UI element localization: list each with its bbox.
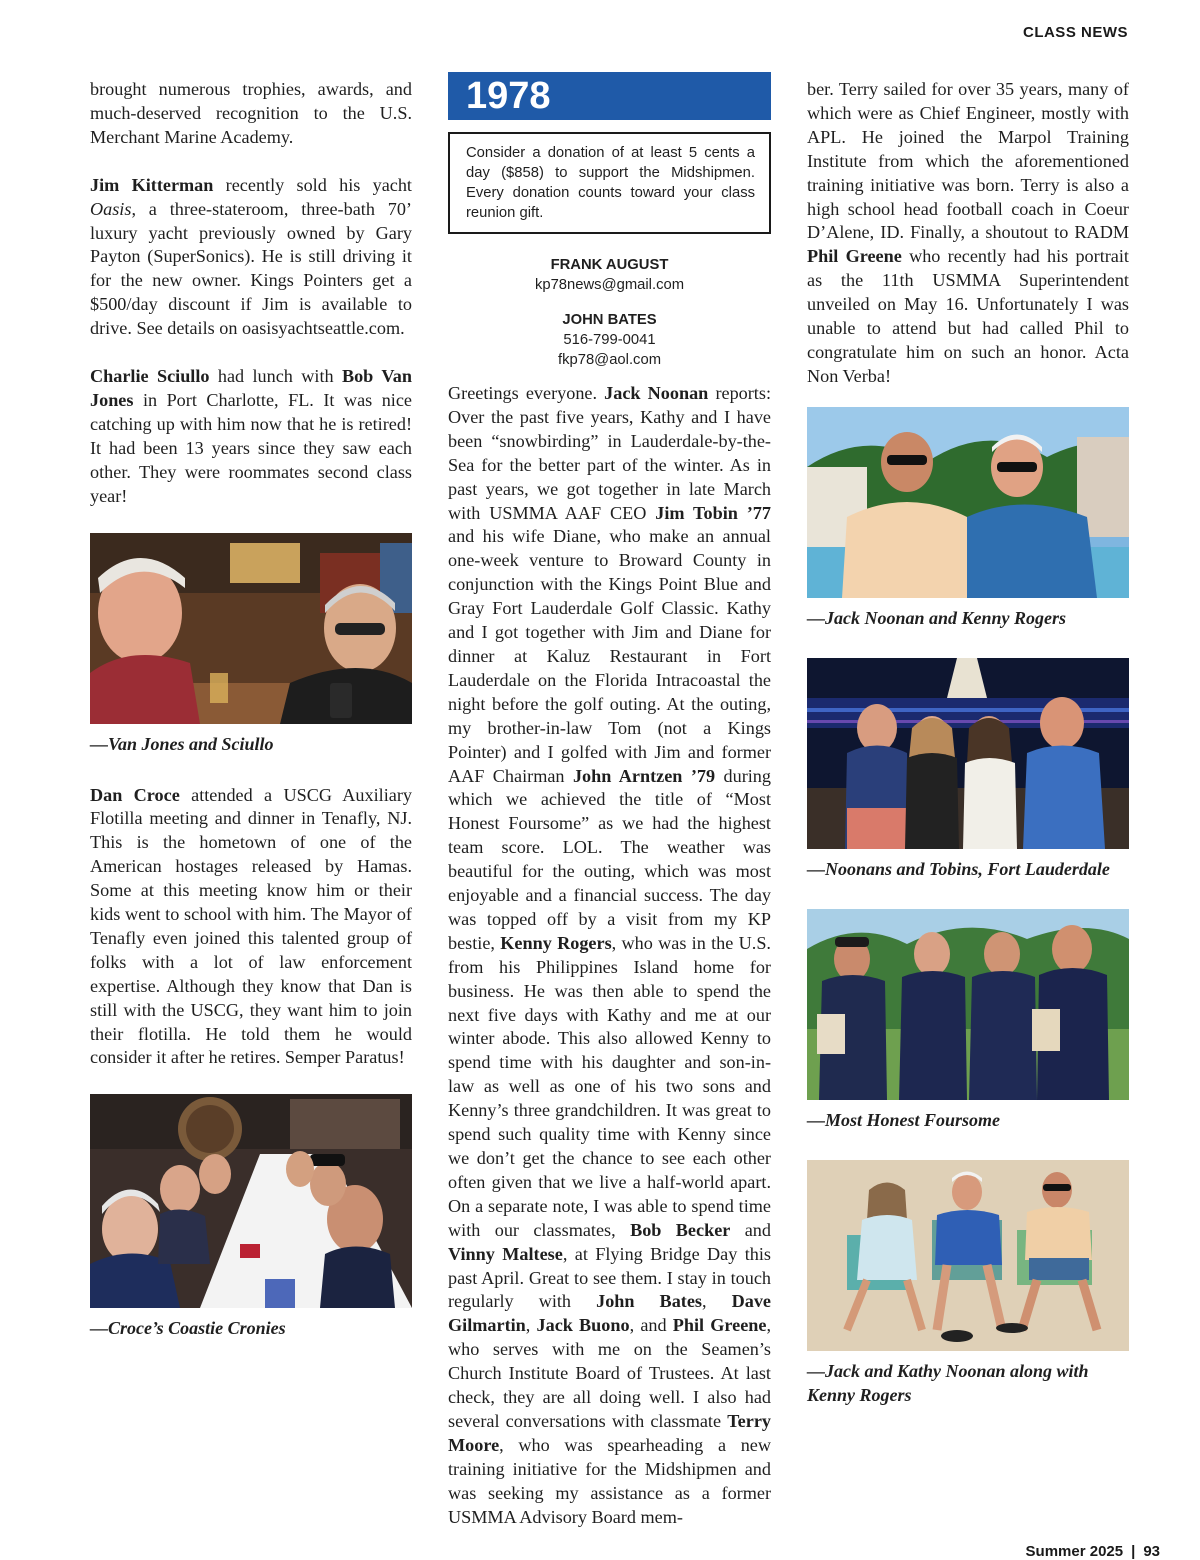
- text: and: [730, 1219, 771, 1240]
- text: in Port Charlotte, FL. It was nice catching up with him now that he is retired! It had been 13 years since they saw each other. They were roommates second class year!: [90, 389, 412, 506]
- contact-email[interactable]: fkp78@aol.com: [557, 352, 662, 368]
- caption-coastie-cronies: —Croce’s Coastie Cronies: [90, 1318, 286, 1339]
- paragraph-kitterman: [90, 174, 412, 341]
- text: , and: [629, 1315, 673, 1336]
- name-charlie-sciullo: Charlie Sciullo: [90, 366, 210, 387]
- photo-noonans-tobins: [807, 658, 1129, 849]
- text: Greetings everyone.: [448, 383, 605, 403]
- text: recently sold his yacht: [213, 174, 412, 195]
- text: , a three-stateroom, three-bath 70’ luxury yacht previously owned by Gary Payton (SuperSonics). He is still driving it for the new owner. Kings Pointers get a $500/day discount if Jim is available to drive. See details on oasisyachtseattle.com.: [90, 198, 412, 339]
- page-footer: [1026, 1543, 1160, 1560]
- page-number: 93: [1143, 1543, 1160, 1560]
- photo-most-honest-foursome: [807, 909, 1129, 1100]
- name-bold: Jim Tobin ’77: [655, 502, 771, 523]
- column-left: [90, 78, 412, 1368]
- name-bold: Vinny Maltese: [448, 1243, 563, 1264]
- paragraph-sciullo: [90, 365, 412, 508]
- photo-beach-noonans-rogers: [807, 1160, 1129, 1351]
- text: , at Flying Bridge Day this past April. Great to see them. I stay in touch regularly with: [448, 1243, 771, 1312]
- text: reports: Over the past five years, Kathy and I have been “snowbirding” in Lauderdale-by-the-Sea for the better part of the winter. As in past years, we got together in late March with USMMA AAF CEO: [448, 383, 771, 523]
- text: ,: [702, 1291, 732, 1312]
- text: ber. Terry sailed for over 35 years, many of which were as Chief Engineer, mostly with APL. He joined the Marpol Training Institute from which the aforementioned training initiative was born. Terry is also a high school head football coach in Coeur D’Alene, ID. Finally, a shoutout to RADM: [807, 79, 1129, 243]
- text: attended a USCG Auxiliary Flotilla meeting and dinner in Tenafly, NJ. This is the hometown of one of the American hostages released by Hamas. Some at this meeting know him or their kids went to school with him. The Mayor of Tenafly even joined this talented group of folks with a lot of law enforcement expertise. Although they know that Dan is still with the USCG, they want him to join their flotilla. He told them he would consider it after he retires. Semper Paratus!: [90, 784, 412, 1068]
- photo-noonan-rogers: [807, 407, 1129, 598]
- contact-frank-august: [448, 255, 771, 295]
- photo-coastie-cronies: [90, 1094, 412, 1308]
- name-bold: Jack Noonan: [604, 383, 709, 403]
- contact-name: FRANK AUGUST: [550, 257, 669, 273]
- name-dan-croce: Dan Croce: [90, 784, 180, 805]
- name-bold: John Bates: [596, 1291, 702, 1312]
- section-header: CLASS NEWS: [1022, 24, 1128, 41]
- contact-john-bates: [448, 310, 771, 370]
- column-right: [807, 78, 1129, 1435]
- yacht-name: Oasis: [90, 198, 132, 219]
- name-phil-greene: Phil Greene: [807, 246, 902, 267]
- name-bold: Jack Buono: [536, 1315, 630, 1336]
- text: during which we achieved the title of “Most Honest Foursome” as we had the highest team score. LOL. The weather was beautiful for the outing, which was most enjoyable and a financial success. The day was topped off by a visit from my KP bestie,: [448, 765, 771, 953]
- class-contacts: [448, 255, 771, 370]
- caption-noonans-tobins: —Noonans and Tobins, Fort Lauderdale: [807, 858, 1110, 879]
- paragraph-terry-moore: [807, 78, 1129, 389]
- contact-email[interactable]: kp78news@gmail.com: [534, 277, 685, 293]
- name-bold: Dave Gilmartin: [448, 1291, 772, 1336]
- contact-name: JOHN BATES: [562, 312, 657, 328]
- text: and his wife Diane, who make an annual one-week venture to Broward County in conjunction with the Kings Point Blue and Gray Fort Lauderdale Golf Classic. Kathy and I got together with Jim and Diane for dinner at Kaluz Restaurant in Fort Lauderdale on the Florida Intracoastal the night before the golf outing. At the outing, my brother-in-law Tom (not a Kings Pointer) and I golfed with Jim and former AAF Chairman: [448, 526, 771, 786]
- text: , who was in the U.S. from his Philippines Island home for business. He was then able to spend the next five days with Kathy and me at our winter abode. This also allowed Kenny to spend time with his daughter and son-in-law as well as one of his two sons and Kenny’s three grandchildren. It was great to spend such quality time with Kenny since we don’t get the chance to see each other often given that we live a half-world apart. On a separate note, I was able to spend time with our classmates,: [448, 932, 771, 1240]
- name-bold: John Arntzen ’79: [572, 765, 716, 786]
- photo-van-jones-sciullo: [90, 533, 412, 724]
- text: , who was spearheading a new training initiative for the Midshipmen and was seeking my assistance as a former USMMA Advisory Board mem-: [448, 1434, 771, 1527]
- name-bold: Terry Moore: [448, 1410, 771, 1455]
- footer-separator: |: [1131, 1543, 1136, 1560]
- donation-box: Consider a donation of at least 5 cents a day ($858) to support the Midshipmen. Every donation counts toward your class reunion gift.: [448, 132, 771, 234]
- contact-phone: 516-799-0041: [563, 332, 656, 348]
- issue-label: Summer 2025: [1025, 1543, 1124, 1560]
- class-year-banner: 1978: [448, 72, 771, 120]
- text: had lunch with: [209, 366, 342, 387]
- paragraph-trophies: brought numerous trophies, awards, and much-deserved recognition to the U.S. Merchant Marine Academy.: [90, 79, 412, 147]
- caption-van-jones-sciullo: —Van Jones and Sciullo: [90, 733, 274, 754]
- name-bold: Bob Becker: [630, 1219, 731, 1240]
- text: , who serves with me on the Seamen’s Church Institute Board of Trustees. At last check, they are all doing well. I also had several conversations with classmate: [448, 1315, 772, 1431]
- text: who recently had his portrait as the 11th USMMA Superintendent unveiled on May 16. Unfortunately I was unable to attend but had called Phil to congratulate him on such an honor. Acta Non Verba!: [807, 246, 1129, 386]
- column-middle: [448, 72, 771, 1554]
- caption-beach-noonans-rogers: —Jack and Kathy Noonan along with Kenny Rogers: [807, 1360, 1089, 1405]
- paragraph-croce: [90, 784, 412, 1071]
- caption-most-honest-foursome: —Most Honest Foursome: [807, 1109, 1001, 1130]
- caption-noonan-rogers: —Jack Noonan and Kenny Rogers: [807, 607, 1067, 628]
- paragraph-noonan-report: [448, 382, 771, 1530]
- name-bold: Phil Greene: [672, 1315, 767, 1336]
- text: ,: [525, 1315, 537, 1336]
- name-bob-van-jones: Bob Van Jones: [90, 366, 412, 410]
- name-bold: Kenny Rogers: [500, 932, 612, 953]
- name-jim-kitterman: Jim Kitterman: [90, 174, 214, 195]
